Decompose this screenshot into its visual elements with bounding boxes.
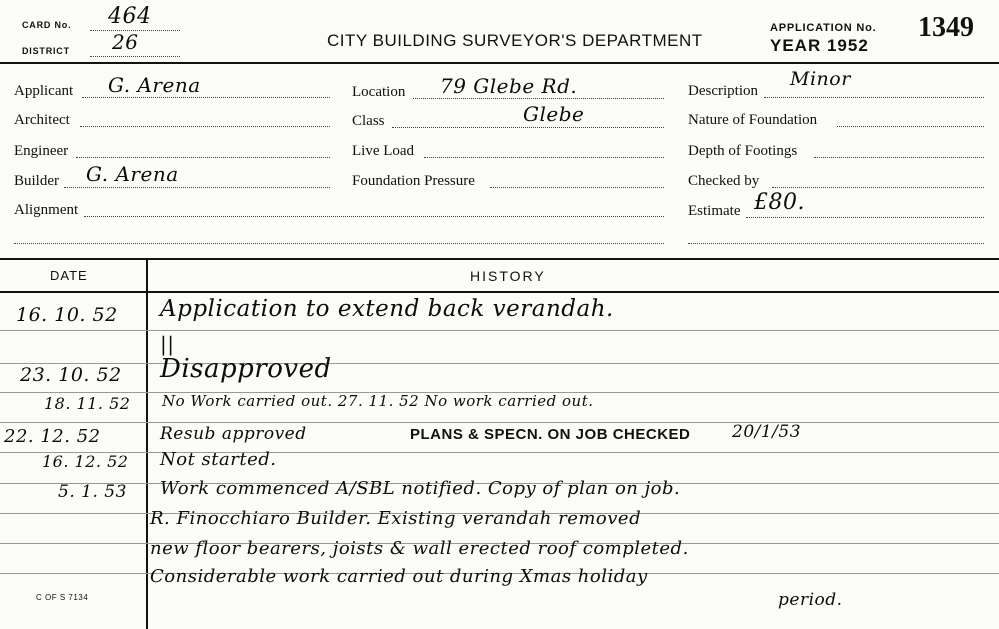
- history-text: Work commenced A/SBL notified. Copy of plan on job.: [160, 478, 681, 499]
- row-line: [0, 363, 999, 364]
- application-no-label: APPLICATION No.: [770, 22, 877, 34]
- builder-line: [64, 187, 330, 188]
- class-value: Glebe: [523, 102, 585, 126]
- checked-by-label: Checked by: [688, 173, 760, 189]
- history-text: No Work carried out. 27. 11. 52 No work carried out.: [162, 392, 594, 410]
- year-label: YEAR 1952: [770, 36, 869, 55]
- card-no-value: 464: [108, 4, 152, 29]
- application-no-value: 1349: [918, 12, 974, 43]
- depth-of-footings-line: [814, 157, 984, 158]
- engineer-line: [76, 157, 330, 158]
- live-load-label: Live Load: [352, 143, 415, 159]
- estimate-line: [746, 217, 984, 218]
- location-value: 79 Glebe Rd.: [440, 74, 578, 98]
- applicant-label: Applicant: [14, 83, 74, 99]
- architect-label: Architect: [14, 112, 70, 128]
- district-line: [90, 56, 180, 57]
- history-date: 23. 10. 52: [20, 364, 122, 386]
- plans-checked-stamp: PLANS & SPECN. ON JOB CHECKED: [410, 426, 691, 443]
- architect-line: [80, 126, 330, 127]
- builder-label: Builder: [14, 173, 59, 189]
- description-line: [764, 97, 984, 98]
- history-date: 5. 1. 53: [58, 482, 127, 502]
- location-label: Location: [352, 84, 406, 100]
- description-value: Minor: [790, 68, 851, 90]
- class-label: Class: [352, 113, 385, 129]
- foundation-pressure-line: [490, 187, 664, 188]
- district-label: DISTRICT: [22, 46, 70, 56]
- history-header-rule: [0, 291, 999, 293]
- history-text: Resub approved: [160, 424, 307, 444]
- applicant-line: [82, 97, 330, 98]
- history-column-header: HISTORY: [470, 268, 546, 284]
- estimate-value: £80.: [754, 190, 805, 215]
- builder-value: G. Arena: [86, 162, 179, 186]
- history-date: 22. 12. 52: [4, 426, 101, 447]
- engineer-label: Engineer: [14, 143, 69, 159]
- location-line: [413, 98, 664, 99]
- history-text: ||: [160, 332, 175, 356]
- alignment-line-2: [14, 243, 664, 244]
- history-text: new floor bearers, joists & wall erected roof completed.: [150, 538, 689, 559]
- description-label: Description: [688, 83, 758, 99]
- stamp-date: 20/1/53: [732, 422, 802, 442]
- class-line: [392, 127, 664, 128]
- live-load-line: [424, 157, 664, 158]
- card-no-label: CARD No.: [22, 20, 72, 30]
- estimate-label: Estimate: [688, 203, 741, 219]
- history-text: Considerable work carried out during Xmas holiday: [150, 566, 648, 587]
- header-rule: [0, 62, 999, 64]
- row-line: [0, 330, 999, 331]
- history-text: Not started.: [160, 449, 277, 470]
- row-line: [0, 452, 999, 453]
- checked-by-line: [772, 187, 984, 188]
- history-top-rule: [0, 258, 999, 260]
- estimate-line-2: [688, 243, 984, 244]
- history-date: 16. 12. 52: [42, 452, 129, 471]
- alignment-label: Alignment: [14, 202, 79, 218]
- applicant-value: G. Arena: [108, 73, 201, 97]
- foundation-pressure-label: Foundation Pressure: [352, 173, 475, 189]
- history-text: R. Finocchiaro Builder. Existing verandah removed: [150, 508, 642, 529]
- date-column-header: DATE: [50, 268, 88, 283]
- depth-of-footings-label: Depth of Footings: [688, 143, 798, 159]
- history-date: 16. 10. 52: [16, 304, 118, 326]
- alignment-line: [84, 216, 664, 217]
- district-value: 26: [112, 30, 139, 54]
- nature-of-foundation-label: Nature of Foundation: [688, 112, 818, 128]
- row-line: [0, 422, 999, 423]
- department-title: CITY BUILDING SURVEYOR'S DEPARTMENT: [327, 31, 703, 50]
- history-text: period.: [778, 590, 843, 610]
- history-date: 18. 11. 52: [44, 394, 131, 413]
- history-text: Disapproved: [160, 354, 332, 384]
- form-code: C OF S 7134: [36, 593, 89, 602]
- history-text: Application to extend back verandah.: [160, 296, 614, 322]
- nature-of-foundation-line: [837, 126, 984, 127]
